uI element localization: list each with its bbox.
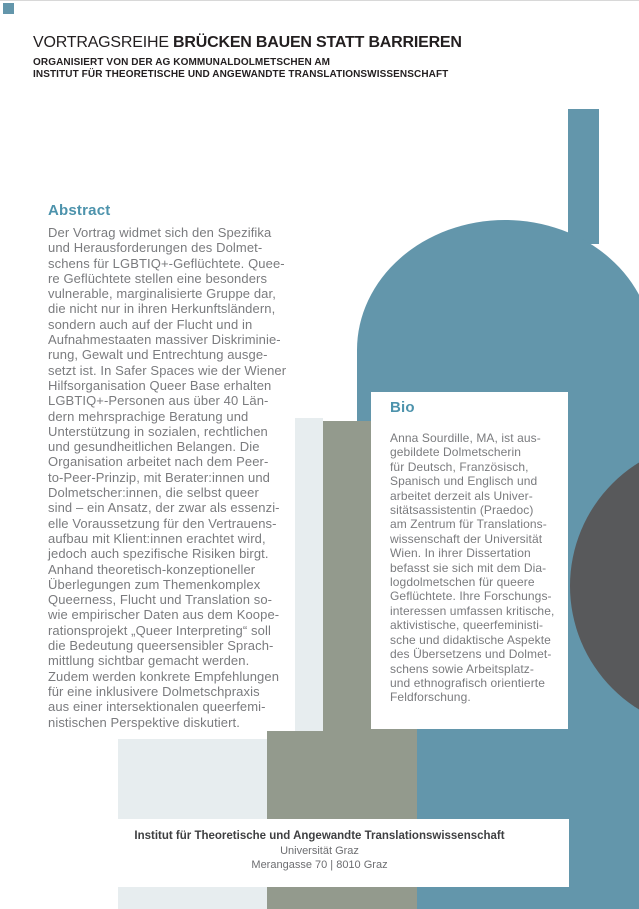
- accent-square: [3, 3, 14, 14]
- poster-title: [33, 34, 593, 52]
- bio-body: Anna Sourdille, MA, ist aus- gebildete Dolmetscherin für Deutsch, Französisch, Spanisch und Englisch und arbeitet derzeit als Univer- sitätsassistentin (Praedoc) am Zentrum für Translations- wissenschaft der Universität Wien. In ihrer Dissertation befasst sie sich mit dem Dia- logdolmetschen für queere Geflüchtete. Ihre Forschungs- interessen umfassen kritische, aktivistische, queerfeministi- sche und didaktische Aspekte des Übersetzens und Dolmet- schens sowie Arbeitsplatz- und ethnografisch orientierte Feldforschung.: [390, 431, 555, 705]
- footer-text: [0, 829, 639, 872]
- organizer-line-2: INSTITUT FÜR THEORETISCHE UND ANGEWANDTE TRANSLATIONSWISSENSCHAFT: [33, 68, 449, 80]
- bio-heading: Bio: [390, 399, 415, 416]
- abstract-heading: Abstract: [48, 202, 111, 219]
- abstract-body: Der Vortrag widmet sich den Spezifika und Herausforderungen des Dolmet- schens für LGBTIQ+-Geflüchtete. Quee- re Geflüchtete stellen eine besonders vulnerable, marginalisierte Gruppe dar, die nicht nur in ihren Herkunftsländern, sondern auch auf der Flucht und in Aufnahmestaaten massiver Diskriminie- rung, Gewalt und Entrechtung ausge- setzt ist. In Safer Spaces wie der Wiener Hilfsorganisation Queer Base erhalten LGBTIQ+-Personen aus über 40 Län- dern mehrsprachige Beratung und Unterstützung in sozialen, rechtlichen und gesundheitlichen Belangen. Die Organisation arbeitet nach dem Peer- to-Peer-Prinzip, mit Berater:innen und Dolmetscher:innen, die selbst queer sind – ein Ansatz, der zwar als essenzi- elle Voraussetzung für den Vertrauens- aufbau mit Klient:innen erachtet wird, jedoch auch spezifische Risiken birgt. Anhand theoretisch-konzeptioneller Überlegungen zum Themenkomplex Queerness, Flucht und Translation so- wie empirischer Daten aus dem Koope- rationsprojekt „Queer Interpreting“ soll die Bedeutung queersensibler Sprach- mittlung sichtbar gemacht werden. Zudem werden konkrete Empfehlungen für eine inklusivere Dolmetschpraxis aus einer intersektionalen queerfemi- nistischen Perspektive diskutiert.: [48, 225, 287, 730]
- series-label: VORTRAGSREIHE: [33, 34, 174, 51]
- series-title: BRÜCKEN BAUEN STATT BARRIEREN: [173, 34, 462, 51]
- organizer-lines: [33, 57, 593, 80]
- top-right-teal-bar: [568, 109, 599, 244]
- organizer-line-1: ORGANISIERT VON DER AG KOMMUNALDOLMETSCHEN AM: [33, 57, 331, 68]
- footer-institute: Institut für Theoretische und Angewandte Translationswissenschaft: [134, 830, 505, 842]
- footer-address: Merangasse 70 | 8010 Graz: [251, 859, 388, 871]
- footer-university: Universität Graz: [280, 845, 359, 857]
